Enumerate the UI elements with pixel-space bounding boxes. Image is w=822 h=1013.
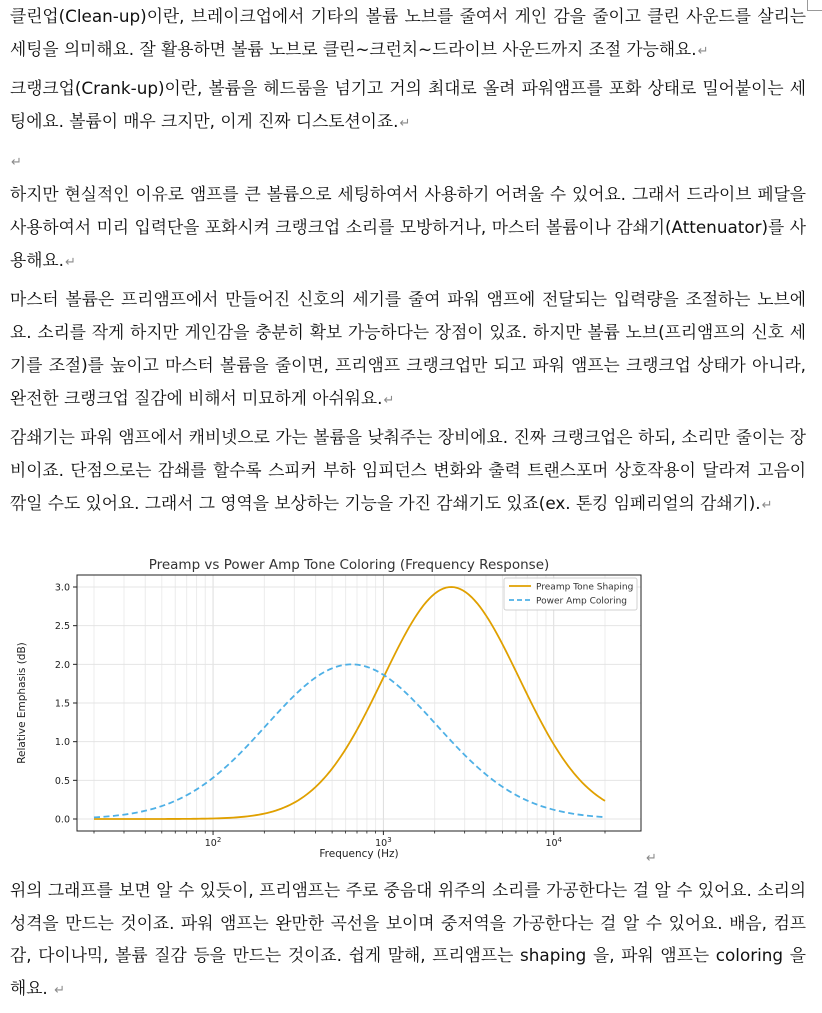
chart-title: Preamp vs Power Amp Tone Coloring (Frequency Response) xyxy=(148,557,550,573)
legend-label-preamp: Preamp Tone Shaping xyxy=(536,582,634,593)
paragraph-graph-explanation: 위의 그래프를 보면 알 수 있듯이, 프리앰프는 주로 중음대 위주의 소리를 가공한다는 걸 알 수 있어요. 소리의 성격을 만드는 것이죠. 파워 앰프는 완만한 곡선을 보이며 중저역을 가공한다는 걸 알 수 있어요. 배음, 컴프감, 다이나믹, 볼륨 질감 등을 만드는 것이죠. 쉽게 말해, 프리앰프는 shaping 을, 파워 앰프는 coloring 을 해요. ↵ xyxy=(10,880,806,998)
y-tick-label: 1.5 xyxy=(54,698,70,710)
paragraph-attenuator: 감쇄기는 파워 앰프에서 캐비넷으로 가는 볼륨을 낮춰주는 장비에요. 진짜 크랭크업은 하되, 소리만 줄이는 장비이죠. 단점으로는 감쇄를 할수록 스피커 부하 임피던스 변화와 출력 트랜스포머 상호작용이 달라져 고음이 깎일 수도 있어요. 그래서 그 영역을 보상하는 기능을 가진 감쇄기도 있죠(ex. 톤킹 임페리얼의 감쇄기).↵ xyxy=(10,427,806,513)
paragraph-clean-up: 클린업(Clean-up)이란, 브레이크업에서 기타의 볼륨 노브를 줄여서 게인 감을 줄이고 클린 사운드를 살리는 세팅을 의미해요. 잘 활용하면 볼륨 노브로 클린~크런치~드라이브 사운드까지 조절 가능해요.↵ xyxy=(10,6,806,59)
chart-y-axis-label: Relative Emphasis (dB) xyxy=(16,642,28,764)
chart-legend xyxy=(504,578,637,610)
chart-grid xyxy=(77,575,641,831)
paragraph-mark-icon: ↵ xyxy=(383,393,395,408)
paragraph-mark-icon: ↵ xyxy=(11,155,22,170)
paragraph-mark-icon: ↵ xyxy=(64,255,76,270)
series-line-power-amp xyxy=(94,664,605,817)
x-tick-label: $10^4$ xyxy=(545,836,563,849)
paragraph-mark-icon: ↵ xyxy=(697,44,709,59)
frequency-response-chart xyxy=(16,553,646,871)
paragraph-mark-icon: ↵ xyxy=(761,498,773,513)
document-body xyxy=(10,0,806,522)
y-tick-label: 2.0 xyxy=(54,659,70,671)
legend-label-power-amp: Power Amp Coloring xyxy=(536,596,627,607)
chart-ticks xyxy=(55,583,605,850)
paragraph-crank-up: 크랭크업(Crank-up)이란, 볼륨을 헤드룸을 넘기고 거의 최대로 올려 파워앰프를 포화 상태로 밀어붙이는 세팅에요. 볼륨이 매우 크지만, 이게 진짜 디스토션이죠.↵ xyxy=(10,78,806,131)
paragraph-mark-icon: ↵ xyxy=(646,851,657,866)
paragraph-mark-icon: ↵ xyxy=(54,982,66,998)
y-tick-label: 1.0 xyxy=(54,737,70,749)
y-tick-label: 0.0 xyxy=(54,814,70,826)
paragraph-practical: 하지만 현실적인 이유로 앰프를 큰 볼륨으로 세팅하여서 사용하기 어려울 수 있어요. 그래서 드라이브 페달을 사용하여서 미리 입력단을 포화시켜 크랭크업 소리를 모방하거나, 마스터 볼륨이나 감쇄기(Attenuator)를 사용해요.↵ xyxy=(10,184,806,270)
paragraph-mark-icon: ↵ xyxy=(399,116,411,131)
y-tick-label: 2.5 xyxy=(54,621,70,633)
y-tick-label: 3.0 xyxy=(54,582,70,594)
page-corner-mark xyxy=(807,0,822,11)
document-body-continued xyxy=(10,874,806,1007)
y-tick-label: 0.5 xyxy=(54,775,70,787)
x-tick-label: $10^2$ xyxy=(204,836,222,849)
paragraph-master-volume: 마스터 볼륨은 프리앰프에서 만들어진 신호의 세기를 줄여 파워 앰프에 전달되는 입력량을 조절하는 노브에요. 소리를 작게 하지만 게인감을 충분히 확보 가능하다는 장점이 있죠. 하지만 볼륨 노브(프리앰프의 신호 세기를 조절)를 높이고 마스터 볼륨을 줄이면, 프리앰프 크랭크업만 되고 파워 앰프는 크랭크업 상태가 아니라, 완전한 크랭크업 질감에 비해서 미묘하게 아쉬워요.↵ xyxy=(10,289,806,408)
paragraph-empty xyxy=(10,144,806,174)
x-tick-label: $10^3$ xyxy=(375,836,392,849)
chart-x-axis-label: Frequency (Hz) xyxy=(319,848,399,860)
